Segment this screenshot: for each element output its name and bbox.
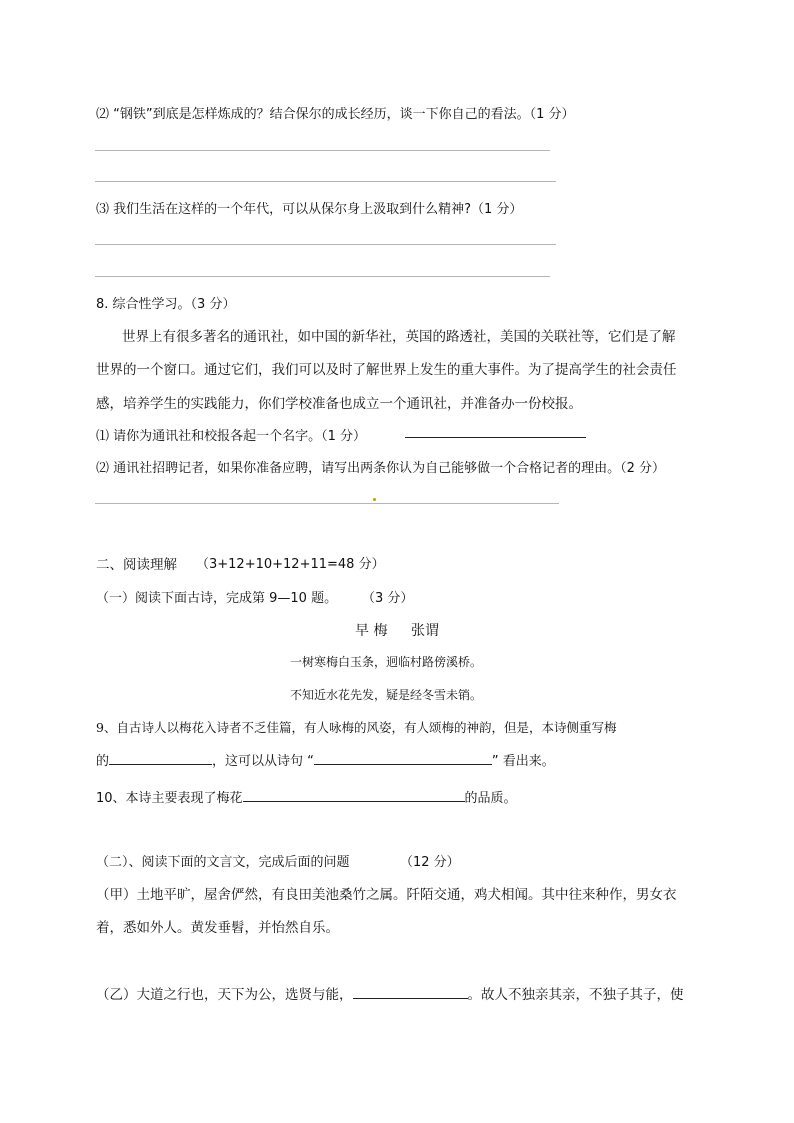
q8-part2-text: ⑵ 通讯社招聘记者，如果你准备应聘，请写出两条你认为自己能够做一个合格记者的理由。（2 分）	[96, 461, 666, 476]
poem-title: 早 梅	[355, 623, 388, 639]
q8-paragraph-line: 世界上有很多著名的通讯社，如中国的新华社，英国的路透社，美国的关联社等，它们是了解	[122, 329, 676, 345]
classical-intro: （二）、阅读下面的文言文，完成后面的问题	[96, 855, 350, 870]
q9-middle: ，这可以从诗句 “	[212, 754, 314, 769]
passage-yi-suffix: 。故人不独亲其亲，不独子其子，使	[467, 987, 684, 1003]
answer-blank[interactable]	[353, 984, 468, 999]
q9-prefix: 的	[96, 754, 110, 769]
q7-part3-text: ⑶ 我们生活在这样的一个年代，可以从保尔身上汲取到什么精神?（1 分）	[96, 202, 523, 217]
classical-score: （12 分）	[400, 855, 460, 870]
answer-line[interactable]	[95, 150, 550, 151]
speck-mark	[373, 498, 376, 501]
answer-blank[interactable]	[109, 750, 212, 765]
q8-title: 8. 综合性学习。（3 分）	[96, 297, 236, 312]
passage-yi-line	[96, 983, 684, 1003]
q9-suffix: ” 看出来。	[491, 754, 555, 769]
q8-part1-text: ⑴ 请你为通讯社和校报各起一个名字。（1 分）	[96, 429, 367, 444]
q9-line2	[96, 750, 555, 769]
answer-blank[interactable]	[243, 787, 465, 802]
poem-intro: （一）阅读下面古诗，完成第 9—10 题。	[96, 591, 338, 606]
q9-text: 9、自古诗人以梅花入诗者不乏佳篇，有人咏梅的风姿，有人颂梅的神韵，但是，本诗侧重写梅	[96, 720, 617, 735]
answer-line[interactable]	[95, 503, 559, 504]
answer-blank[interactable]	[314, 750, 492, 765]
q10-suffix: 的品质。	[464, 791, 517, 806]
q8-paragraph-line: 世界的一个窗口。通过它们，我们可以及时了解世界上发生的重大事件。为了提高学生的社会责任	[96, 362, 677, 378]
section2-heading: 二、阅读理解	[96, 557, 177, 573]
q10-prefix: 10、本诗主要表现了梅花	[96, 791, 243, 806]
poem-line: 不知近水花先发，疑是经冬雪未销。	[290, 688, 483, 702]
answer-line[interactable]	[95, 244, 556, 245]
answer-line[interactable]	[95, 181, 556, 182]
poem-line: 一树寒梅白玉条，迥临村路傍溪桥。	[290, 655, 483, 669]
answer-line[interactable]	[95, 276, 550, 277]
passage-yi-prefix: （乙）大道之行也，天下为公，选贤与能，	[96, 987, 353, 1003]
answer-blank[interactable]	[405, 437, 586, 438]
q10-line	[96, 787, 517, 806]
section2-score: （3+12+10+12+11=48 分）	[196, 557, 385, 572]
passage-jia-line: 着，悉如外人。黄发垂髫，并怡然自乐。	[96, 920, 339, 936]
q7-part2-text: ⑵ “钢铁”到底是怎样炼成的？结合保尔的成长经历，谈一下你自己的看法。（1 分）	[96, 107, 575, 122]
q8-paragraph-line: 感，培养学生的实践能力，你们学校准备也成立一个通讯社，并准备办一份校报。	[96, 396, 582, 412]
passage-jia-line: （甲）土地平旷，屋舍俨然，有良田美池桑竹之属。阡陌交通，鸡犬相闻。其中往来种作，男女衣	[96, 887, 677, 903]
poem-author: 张谓	[411, 623, 439, 639]
poem-score: （3 分）	[362, 591, 414, 606]
